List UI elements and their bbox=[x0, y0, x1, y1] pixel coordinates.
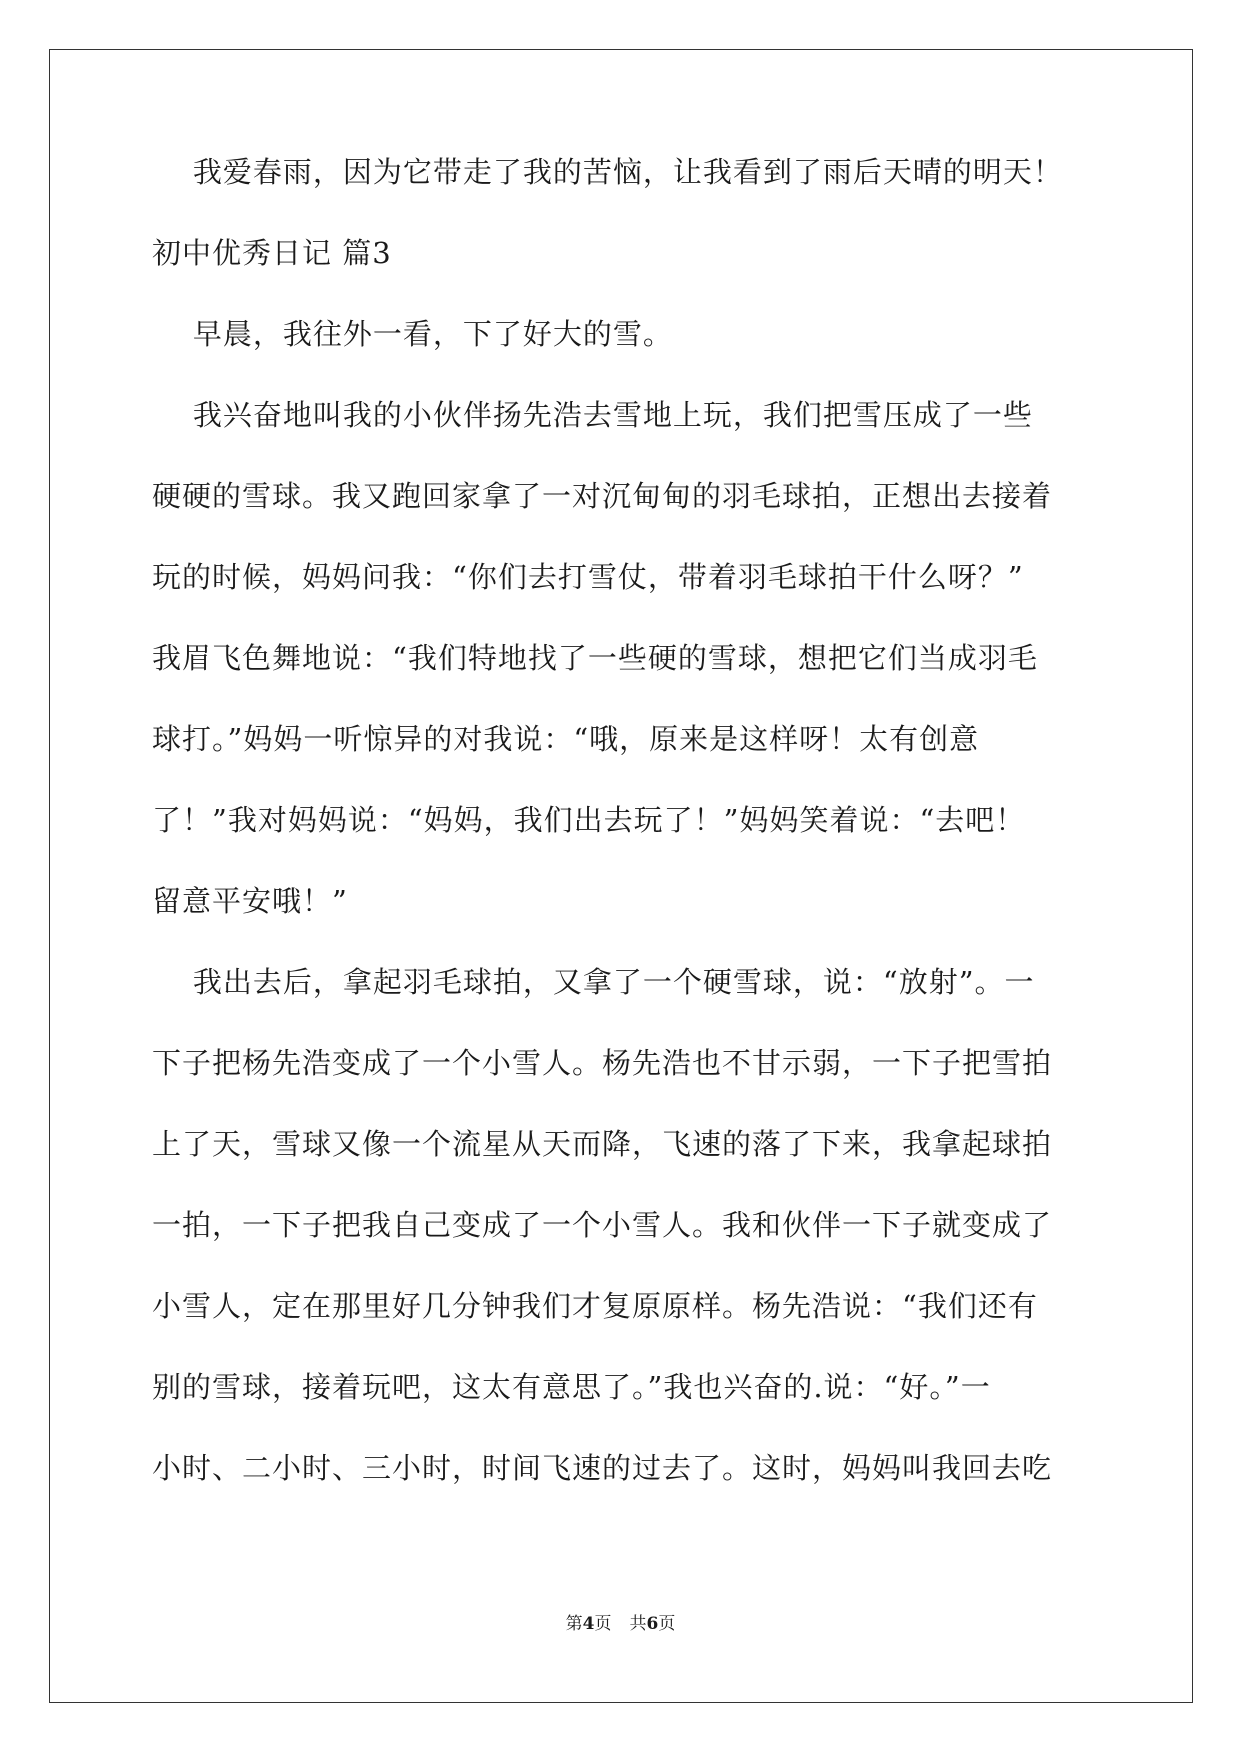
paragraph-line: 玩的时候，妈妈问我：“你们去打雪仗，带着羽毛球拍干什么呀？” bbox=[152, 560, 1024, 594]
paragraph-line: 球打。”妈妈一听惊异的对我说：“哦，原来是这样呀！太有创意 bbox=[152, 722, 980, 756]
paragraph-line: 一拍，一下子把我自己变成了一个小雪人。我和伙伴一下子就变成了 bbox=[152, 1208, 1053, 1242]
section-heading: 初中优秀日记 篇3 bbox=[152, 236, 392, 270]
paragraph-line: 我兴奋地叫我的小伙伴扬先浩去雪地上玩，我们把雪压成了一些 bbox=[152, 398, 1033, 432]
paragraph-line: 了！”我对妈妈说：“妈妈，我们出去玩了！”妈妈笑着说：“去吧！ bbox=[152, 803, 1026, 837]
total-pages-number: 6 bbox=[646, 1614, 659, 1634]
paragraph-line: 小雪人，定在那里好几分钟我们才复原原样。杨先浩说：“我们还有 bbox=[152, 1289, 1038, 1323]
footer-total-suffix: 页 bbox=[658, 1614, 676, 1634]
paragraph-line: 留意平安哦！” bbox=[152, 884, 348, 918]
footer-total-prefix: 共 bbox=[629, 1614, 647, 1634]
paragraph-line: 我出去后，拿起羽毛球拍，又拿了一个硬雪球，说：“放射”。一 bbox=[152, 965, 1035, 999]
footer-prefix: 第 bbox=[565, 1614, 583, 1634]
paragraph-line: 下子把杨先浩变成了一个小雪人。杨先浩也不甘示弱，一下子把雪拍 bbox=[152, 1046, 1053, 1080]
paragraph-line: 小时、二小时、三小时，时间飞速的过去了。这时，妈妈叫我回去吃 bbox=[152, 1451, 1053, 1485]
footer-page-suffix: 页 bbox=[594, 1614, 612, 1634]
paragraph-line: 我爱春雨，因为它带走了我的苦恼，让我看到了雨后天晴的明天！ bbox=[152, 155, 1063, 189]
document-body bbox=[152, 152, 1084, 1488]
paragraph-line: 早晨，我往外一看，下了好大的雪。 bbox=[152, 317, 673, 351]
paragraph-line: 我眉飞色舞地说：“我们特地找了一些硬的雪球，想把它们当成羽毛 bbox=[152, 641, 1038, 675]
page-footer bbox=[0, 1613, 1241, 1635]
paragraph-line: 硬硬的雪球。我又跑回家拿了一对沉甸甸的羽毛球拍，正想出去接着 bbox=[152, 479, 1053, 513]
current-page-number: 4 bbox=[582, 1614, 595, 1634]
paragraph-line: 上了天，雪球又像一个流星从天而降，飞速的落了下来，我拿起球拍 bbox=[152, 1127, 1053, 1161]
paragraph-line: 别的雪球，接着玩吧，这太有意思了。”我也兴奋的.说：“好。”一 bbox=[152, 1370, 991, 1404]
